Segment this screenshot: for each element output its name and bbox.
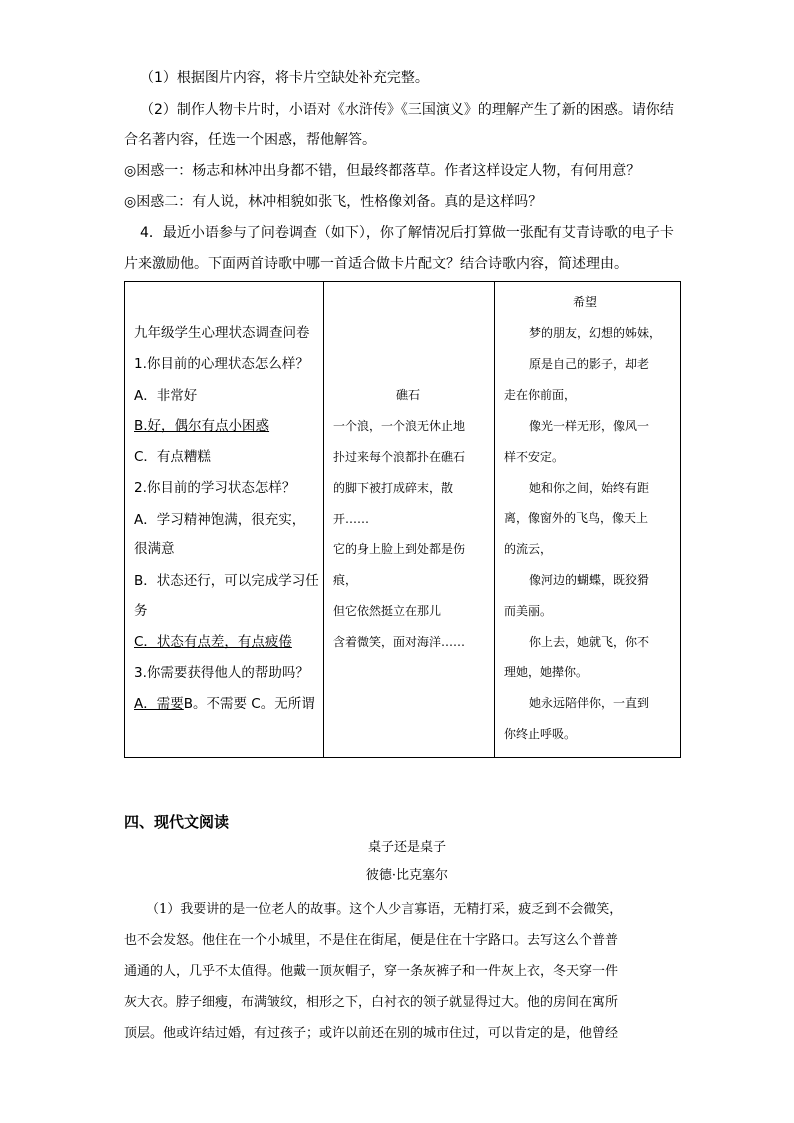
confusion-1: ◎困惑一：杨志和林冲出身都不错，但最终都落草。作者这样设定人物，有何用意？ bbox=[124, 163, 641, 179]
poem-reef-line: 的脚下被打成碎末，散 bbox=[333, 481, 454, 495]
article-title: 桌子还是桌子 bbox=[367, 840, 446, 855]
survey-q3-options bbox=[134, 694, 315, 714]
poem-hope-line: 理她，她撵你。 bbox=[504, 665, 589, 679]
survey-q1-option-a: A．非常好 bbox=[134, 388, 198, 404]
survey-q2-option-c: C．状态有点差，有点疲倦 bbox=[134, 634, 292, 650]
survey-q3-option-rest: B。不需要 C。无所谓 bbox=[183, 696, 315, 712]
article-paragraph-line: 也不会发怒。他住在一个小城里，不是住在街尾，便是住在十字路口。去写这么个普普 bbox=[124, 933, 619, 948]
survey-title: 九年级学生心理状态调查问卷 bbox=[134, 325, 310, 341]
poem-hope-title: 希望 bbox=[573, 295, 598, 309]
confusion-2: ◎困惑二：有人说，林冲相貌如张飞，性格像刘备。真的是这样吗？ bbox=[124, 194, 543, 210]
poem-hope-line: 原是自己的影子，却老 bbox=[529, 357, 650, 371]
section-heading: 四、现代文阅读 bbox=[124, 813, 230, 831]
survey-q2-option-b-line-1: B．状态还行，可以完成学习任 bbox=[134, 573, 319, 589]
article-paragraph-line: 灰大衣。脖子细瘦，布满皱纹，相形之下，白衬衣的领子就显得过大。他的房间在寓所 bbox=[124, 995, 619, 1010]
poem-hope-line: 她永远陪伴你，一直到 bbox=[529, 696, 650, 710]
question-1: （1）根据图片内容，将卡片空缺处补充完整。 bbox=[140, 70, 429, 86]
poem-hope-line: 梦的朋友，幻想的姊妹， bbox=[529, 326, 662, 340]
poem-hope-line: 样不安定。 bbox=[504, 450, 565, 464]
poem-reef-line: 含着微笑，面对海洋…… bbox=[333, 635, 466, 649]
poem-reef-line: 扑过来每个浪都扑在礁石 bbox=[333, 450, 466, 464]
poem-hope-cell bbox=[495, 282, 681, 758]
survey-question-2: 2.你目前的学习状态怎样？ bbox=[134, 480, 296, 496]
article-paragraph-line: （1）我要讲的是一位老人的故事。这个人少言寡语，无精打采，疲乏到不会微笑， bbox=[146, 902, 623, 917]
poem-reef-line: 一个浪，一个浪无休止地 bbox=[333, 419, 466, 433]
poem-hope-line: 像河边的蝴蝶，既狡猾 bbox=[529, 573, 650, 587]
poem-hope-line: 你上去，她就飞，你不 bbox=[529, 635, 650, 649]
poem-reef-line: 它的身上脸上到处都是伤 bbox=[333, 542, 466, 556]
poem-hope-line: 离，像窗外的飞鸟，像天上 bbox=[504, 511, 649, 525]
survey-q3-option-a: A．需要 bbox=[134, 696, 184, 712]
poem-hope-line: 的流云， bbox=[504, 542, 553, 556]
poem-reef-title: 礁石 bbox=[396, 388, 421, 402]
poem-hope-line: 你终止呼吸。 bbox=[504, 727, 577, 741]
question-2-line-2: 合名著内容，任选一个困惑，帮他解答。 bbox=[124, 132, 376, 148]
poem-reef-line: 开…… bbox=[333, 512, 370, 526]
poem-reef-cell bbox=[324, 282, 495, 758]
survey-q2-option-a-line-1: A．学习精神饱满，很充实， bbox=[134, 512, 306, 528]
survey-question-3: 3.你需要获得他人的帮助吗？ bbox=[134, 665, 309, 681]
poem-hope-line: 而美丽。 bbox=[504, 604, 553, 618]
poem-reef-line: 但它依然挺立在那儿 bbox=[333, 604, 442, 618]
question-4-line-1: 4．最近小语参与了问卷调查（如下），你了解情况后打算做一张配有艾青诗歌的电子卡 bbox=[140, 225, 674, 241]
article-paragraph-line: 顶层。他或许结过婚，有过孩子；或许以前还在别的城市住过，可以肯定的是，他曾经 bbox=[124, 1026, 619, 1041]
poem-hope-line: 走在你前面， bbox=[504, 388, 577, 402]
poem-hope-line: 像光一样无形，像风一 bbox=[529, 419, 650, 433]
question-2-line-1: （2）制作人物卡片时，小语对《水浒传》《三国演义》的理解产生了新的困惑。请你结 bbox=[140, 102, 674, 118]
poem-reef-line: 痕， bbox=[333, 573, 358, 587]
survey-cell bbox=[125, 282, 324, 758]
survey-q1-option-b: B.好，偶尔有点小困惑 bbox=[134, 418, 270, 434]
question-4-line-2: 片来激励他。下面两首诗歌中哪一首适合做卡片配文？结合诗歌内容，简述理由。 bbox=[124, 256, 628, 272]
survey-question-1: 1.你目前的心理状态怎么样？ bbox=[134, 356, 309, 372]
survey-q2-option-b-line-2: 务 bbox=[134, 603, 148, 619]
article-paragraph-line: 通通的人，几乎不太值得。他戴一顶灰帽子，穿一条灰裤子和一件灰上衣，冬天穿一件 bbox=[124, 964, 619, 979]
survey-q1-option-c: C．有点糟糕 bbox=[134, 449, 211, 465]
poem-hope-line: 她和你之间，始终有距 bbox=[529, 481, 650, 495]
survey-q2-option-a-line-2: 很满意 bbox=[134, 541, 175, 557]
article-author: 彼德·比克塞尔 bbox=[365, 868, 449, 883]
survey-poem-table bbox=[124, 281, 681, 758]
